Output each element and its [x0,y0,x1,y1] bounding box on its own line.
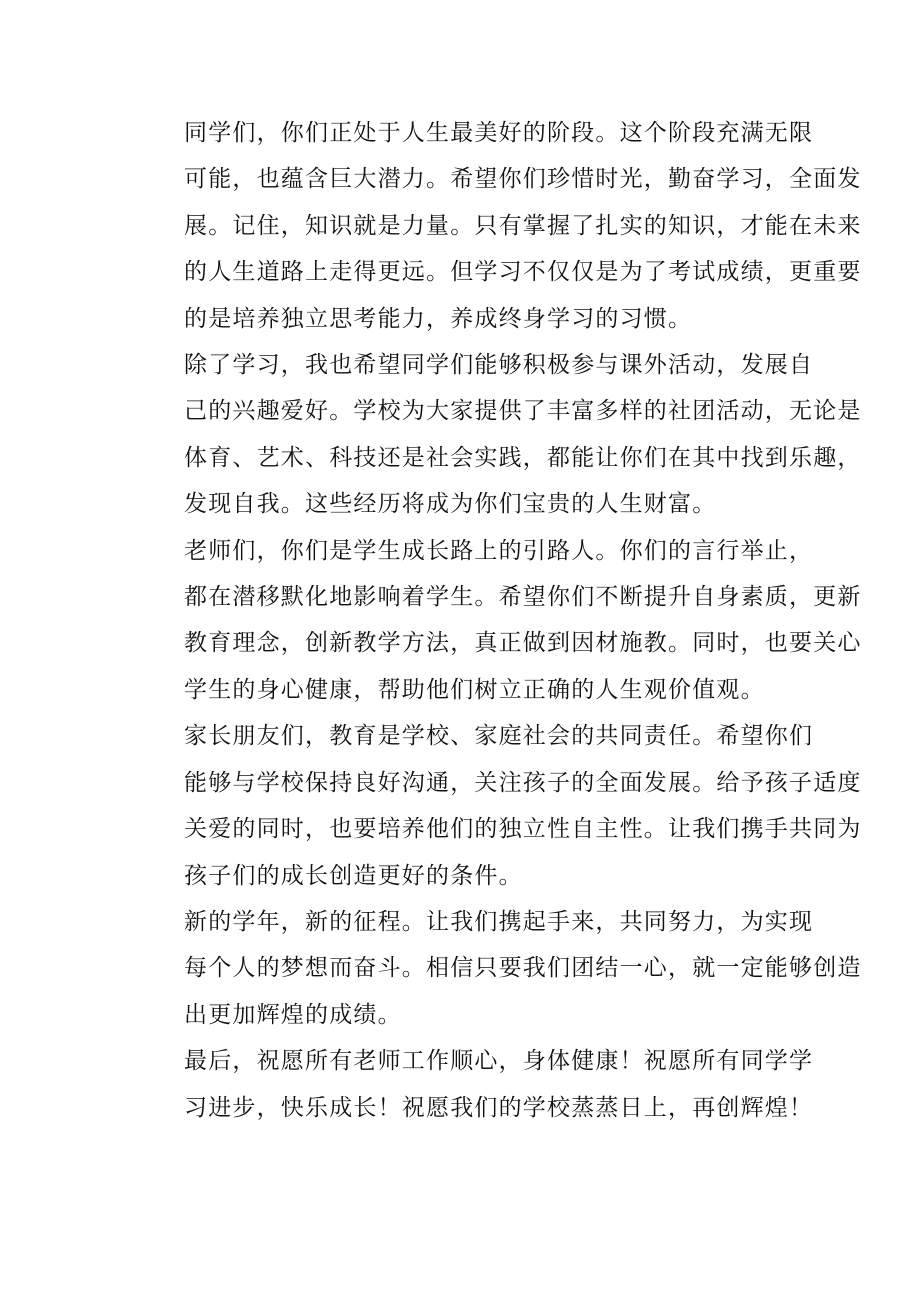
paragraph-activities [138,342,862,528]
text-line: 孩子们的成长创造更好的条件。 [184,862,523,889]
paragraph-closing [138,1038,814,1131]
text-line: 展。记住，知识就是力量。只有掌握了扎实的知识，才能在未来 [184,212,862,239]
text-line: 除了学习，我也希望同学们能够积极参与课外活动，发展自 [184,352,814,379]
text-line: 教育理念，创新教学方法，真正做到因材施教。同时，也要关心 [184,630,862,657]
text-line: 出更加辉煌的成绩。 [184,1001,402,1028]
text-line: 发现自我。这些经历将成为你们宝贵的人生财富。 [184,491,717,518]
text-line: 同学们，你们正处于人生最美好的阶段。这个阶段充满无限 [184,120,814,146]
text-line: 己的兴趣爱好。学校为大家提供了丰富多样的社团活动，无论是 [184,398,862,425]
text-line: 习进步，快乐成长！祝愿我们的学校蒸蒸日上，再创辉煌！ [184,1094,814,1121]
text-line: 都在潜移默化地影响着学生。希望你们不断提升自身素质，更新 [184,584,862,611]
text-line: 最后，祝愿所有老师工作顺心，身体健康！祝愿所有同学学 [184,1048,814,1075]
text-line: 的人生道路上走得更远。但学习不仅仅是为了考试成绩，更重要 [184,259,862,286]
document-body [138,110,862,1131]
paragraph-teachers [138,528,862,714]
text-line: 学生的身心健康，帮助他们树立正确的人生观价值观。 [184,676,765,703]
text-line: 家长朋友们，教育是学校、家庭社会的共同责任。希望你们 [184,723,814,750]
text-line: 关爱的同时，也要培养他们的独立性自主性。让我们携手共同为 [184,816,862,843]
text-line: 老师们，你们是学生成长路上的引路人。你们的言行举止， [184,537,814,564]
text-line: 的是培养独立思考能力，养成终身学习的习惯。 [184,305,693,332]
text-line: 可能，也蕴含巨大潜力。希望你们珍惜时光，勤奋学习，全面发 [184,166,862,193]
text-line: 体育、艺术、科技还是社会实践，都能让你们在其中找到乐趣， [184,444,862,471]
paragraph-new-year [138,899,862,1038]
paragraph-parents [138,713,862,899]
text-line: 新的学年，新的征程。让我们携起手来，共同努力，为实现 [184,908,814,935]
paragraph-students [138,110,862,342]
text-line: 每个人的梦想而奋斗。相信只要我们团结一心，就一定能够创造 [184,955,862,982]
text-line: 能够与学校保持良好沟通，关注孩子的全面发展。给予孩子适度 [184,769,862,796]
